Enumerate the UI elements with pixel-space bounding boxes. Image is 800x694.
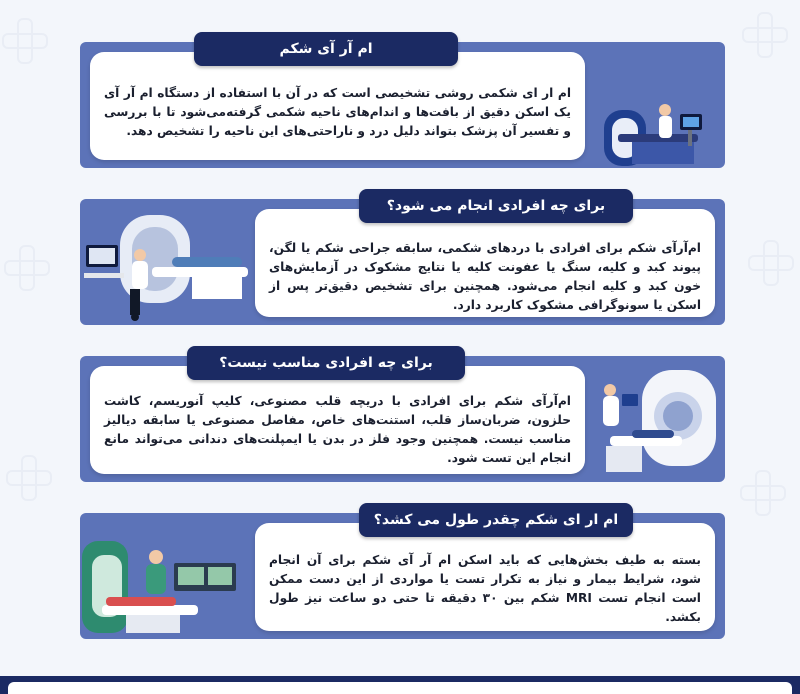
section-1-card: [90, 52, 585, 160]
section-3-card: [90, 366, 585, 474]
section-2-body: ام‌آرآی شکم برای افرادی با دردهای شکمی، سابقه جراحی شکم یا لگن، پیوند کبد و کلیه، سنگ یا عفونت کلیه یا نتایج مشکوک در آزمایش‌های خون کبد و کلیه انجام می‌شود. همچنین برای تشخیص دقیق‌تر پس از اسکن یا سونوگرافی مشکوک کاربرد دارد.: [269, 241, 701, 312]
section-1-body: ام ار ای شکمی روشی تشخیصی است که در آن با استفاده از دستگاه ام آر آی یک اسکن دقیق از بافت‌ها و اندام‌های ناحیه شکمی گرفته‌می‌شود تا با بررسی و تفسیر آن پزشک بتواند دلیل درد و ناراحتی‌های این ناحیه را تشخیص دهد.: [104, 86, 571, 138]
next-section-card-edge: [8, 682, 792, 694]
section-4-title: ام ار ای شکم چقدر طول می کشد؟: [359, 503, 633, 537]
background-cross-icon: [4, 245, 50, 291]
mri-machine-with-technician-illustration: [592, 360, 720, 480]
patient-in-mri-with-monitor-illustration: [82, 209, 252, 323]
background-cross-icon: [2, 18, 48, 64]
background-cross-icon: [742, 12, 788, 58]
section-how-long-does-mri-take: [80, 513, 725, 639]
section-4-body: بسته به طیف بخش‌هایی که باید اسکن ام آر آی شکم برای آن انجام شود، شرایط بیمار و نیاز به تکرار تست یا مواردی از این دست ممکن است انجام تست MRI شکم بین ۳۰ دقیقه تا حتی دو ساعت نیز طول بکشد.: [269, 553, 701, 624]
next-section-strip: [0, 676, 800, 694]
section-2-title: برای چه افرادی انجام می شود؟: [359, 189, 633, 223]
section-who-should-not-get-mri: [80, 356, 725, 482]
mri-scanner-with-doctor-illustration: [602, 96, 717, 168]
section-3-title: برای چه افرادی مناسب نیست؟: [187, 346, 465, 380]
section-4-card: [255, 523, 715, 631]
technician-at-console-with-patient-illustration: [82, 523, 244, 637]
section-3-body: ام‌آرآی شکم برای افرادی با دریچه قلب مصنوعی، کلیپ آنوریسم، کاشت حلزون، ضربان‌ساز قلب، استنت‌های خاص، مفاصل مصنوعی یا سابقه دیالیز مناسب نیست. همچنین وجود فلز در بدن یا ایمپلنت‌های دندانی می‌تواند مانع انجام این تست شود.: [104, 394, 571, 465]
section-1-title: ام آر آی شکم: [194, 32, 458, 66]
section-who-should-get-mri: [80, 199, 725, 325]
section-what-is-abdominal-mri: [80, 42, 725, 168]
section-2-card: [255, 209, 715, 317]
background-cross-icon: [740, 470, 786, 516]
background-cross-icon: [6, 455, 52, 501]
background-cross-icon: [748, 240, 794, 286]
